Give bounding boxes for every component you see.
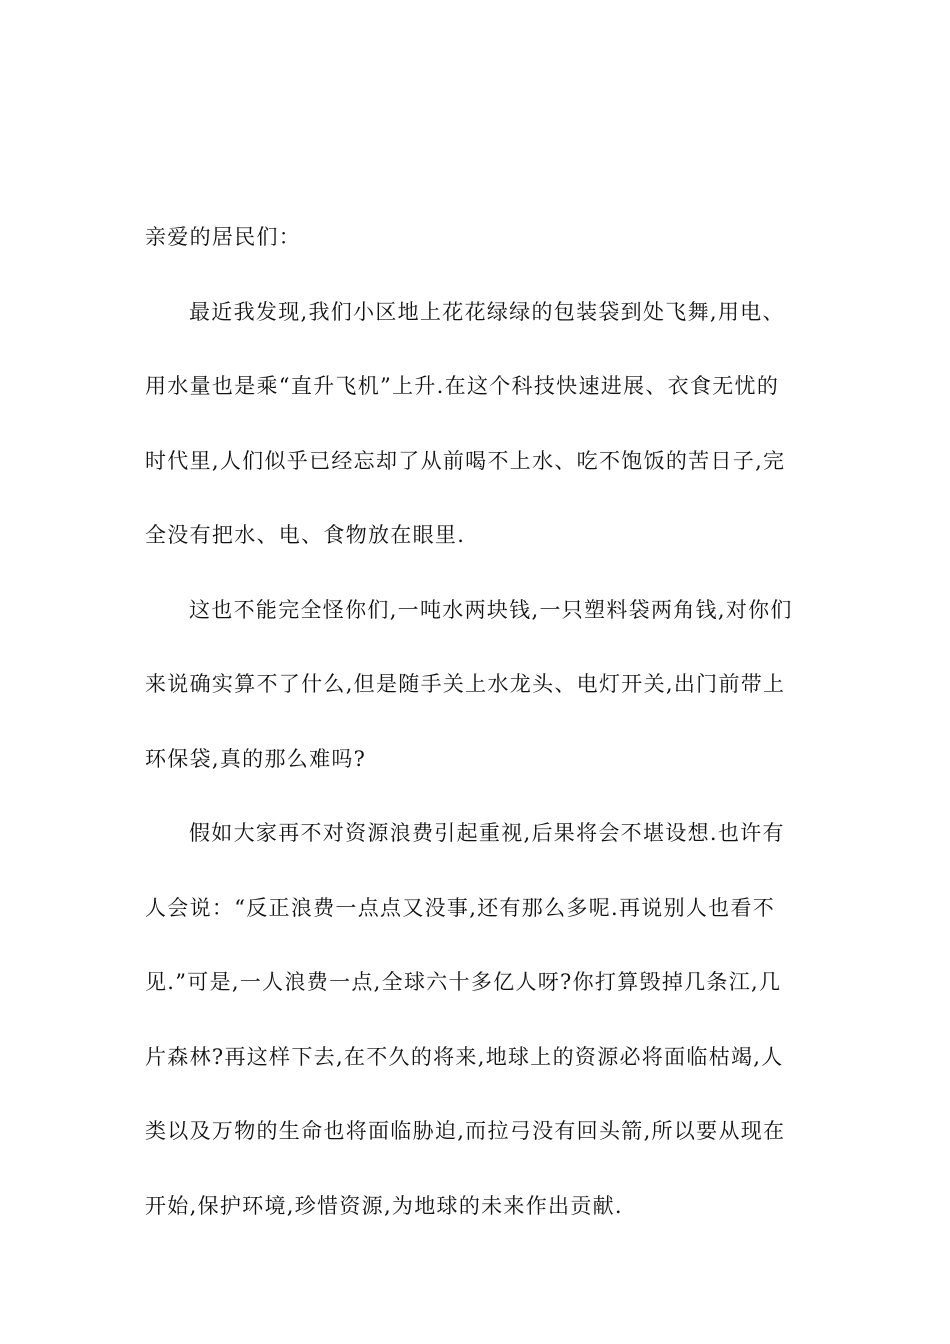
salutation: 亲爱的居民们： [145,225,302,249]
paragraph-2-line-2: 来说确实算不了什么,但是随手关上水龙头、电灯开关,出门前带上 [145,672,786,696]
paragraph-2-line-1: 这也不能完全怪你们,一吨水两块钱,一只塑料袋两角钱,对你们 [189,597,793,622]
paragraph-1-line-3: 时代里,人们似乎已经忘却了从前喝不上水、吃不饱饭的苦日子,完 [145,448,786,473]
paragraph-3-line-3: 见.”可是,一人浪费一点,全球六十多亿人呀?你打算毁掉几条江,几 [145,970,782,994]
paragraph-3-line-1: 假如大家再不对资源浪费引起重视,后果将会不堪设想.也许有 [189,821,785,845]
paragraph-1-line-2: 用水量也是乘“直升飞机”上升.在这个科技快速进展、衣食无忧的 [145,374,780,398]
paragraph-3-line-5: 类以及万物的生命也将面临胁迫,而拉弓没有回头箭,所以要从现在 [145,1119,786,1143]
letter-body [145,200,810,1243]
paragraph-1-line-4: 全没有把水、电、食物放在眼里. [145,523,466,547]
paragraph-3-line-6: 开始,保护环境,珍惜资源,为地球的未来作出贡献. [145,1193,623,1218]
paragraph-1-line-1: 最近我发现,我们小区地上花花绿绿的包装袋到处飞舞,用电、 [189,299,785,324]
paragraph-2-line-3: 环保袋,真的那么难吗? [145,746,367,771]
paragraph-3-line-4: 片森林?再这样下去,在不久的将来,地球上的资源必将面临枯竭,人 [145,1044,784,1069]
paragraph-3-line-2: 人会说：“反正浪费一点点又没事,还有那么多呢.再说别人也看不 [145,895,776,920]
